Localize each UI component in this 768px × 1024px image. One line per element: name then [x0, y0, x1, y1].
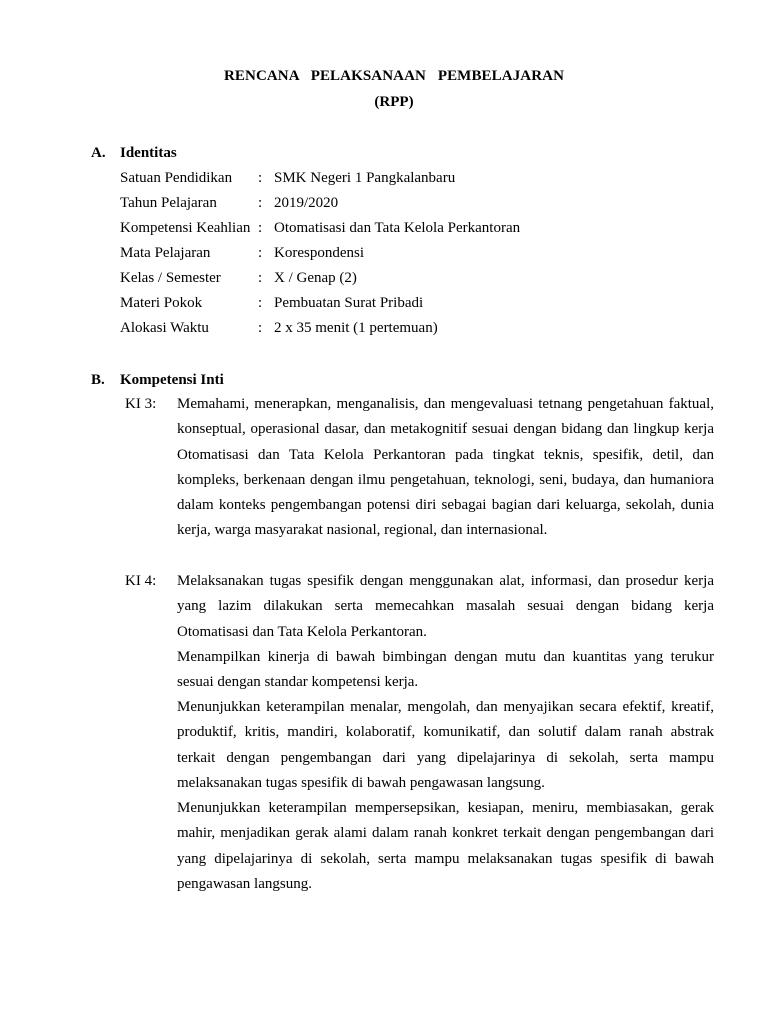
identity-label-tahun: Tahun Pelajaran: [120, 195, 217, 211]
identity-label-kompetensi: Kompetensi Keahlian: [120, 220, 251, 236]
identity-colon: :: [258, 245, 263, 261]
identity-value-tahun: 2019/2020: [274, 195, 339, 211]
identity-label-materi: Materi Pokok: [120, 295, 203, 311]
ki4-paragraph-1: Melaksanakan tugas spesifik dengan menggunakan alat, informasi, dan prosedur kerja yang lazim dilakukan serta memecahkan masalah sesuai dengan bidang kerja Otomatisasi dan Tata Kelola Perkantoran.: [177, 573, 714, 640]
identity-label-alokasi: Alokasi Waktu: [120, 320, 209, 336]
section-b-letter: B.: [91, 372, 105, 388]
identity-value-satuan: SMK Negeri 1 Pangkalanbaru: [274, 170, 456, 186]
identity-label-mapel: Mata Pelajaran: [120, 245, 211, 261]
identity-colon: :: [258, 270, 263, 286]
section-b-title: Kompetensi Inti: [120, 372, 224, 388]
identity-value-materi: Pembuatan Surat Pribadi: [274, 295, 424, 311]
identity-colon: :: [258, 170, 263, 186]
document-title: RENCANA PELAKSANAAN PEMBELAJARAN: [223, 68, 565, 84]
identity-label-satuan: Satuan Pendidikan: [120, 170, 233, 186]
ki4-paragraph-2: Menampilkan kinerja di bawah bimbingan dengan mutu dan kuantitas yang terukur sesuai dengan standar kompetensi kerja.: [177, 649, 714, 691]
ki3-text: Memahami, menerapkan, menganalisis, dan mengevaluasi tetnang pengetahuan faktual, konseptual, operasional dasar, dan metakognitif sesuai dengan bidang dan lingkup kerja Otomatisasi dan Tata Kelola Perkantoran pada tingkat teknis, spesifik, detil, dan kompleks, berkenaan dengan ilmu pengetahuan, teknologi, seni, budaya, dan humaniora dalam konteks pengembangan potensi diri sebagai bagian dari keluarga, sekolah, dunia kerja, warga masyarakat nasional, regional, dan internasional.: [177, 396, 714, 539]
ki4-paragraph-4: Menunjukkan keterampilan mempersepsikan, kesiapan, meniru, membiasakan, gerak mahir, menjadikan gerak alami dalam ranah konkret terkait dengan pengembangan dari yang dipelajarinya di sekolah, serta mampu melaksanakan tugas spesifik di bawah pengawasan langsung.: [177, 800, 714, 892]
identity-value-kompetensi: Otomatisasi dan Tata Kelola Perkantoran: [274, 220, 521, 236]
section-a-letter: A.: [91, 145, 106, 161]
identity-colon: :: [258, 320, 263, 336]
document-subtitle: (RPP): [374, 94, 414, 110]
ki3-label: KI 3:: [125, 396, 157, 412]
identity-colon: :: [258, 295, 263, 311]
section-a-title: Identitas: [120, 145, 177, 161]
identity-label-kelas: Kelas / Semester: [120, 270, 221, 286]
identity-value-mapel: Korespondensi: [274, 245, 364, 261]
identity-colon: :: [258, 195, 263, 211]
identity-value-kelas: X / Genap (2): [274, 270, 357, 286]
identity-value-alokasi: 2 x 35 menit (1 pertemuan): [274, 320, 438, 336]
ki4-paragraph-3: Menunjukkan keterampilan menalar, mengolah, dan menyajikan secara efektif, kreatif, produktif, kritis, mandiri, kolaboratif, komunikatif, dan solutif dalam ranah abstrak terkait dengan pengembangan dari yang dipelajarinya di sekolah, serta mampu melaksanakan tugas spesifik di bawah pengawasan langsung.: [177, 699, 714, 791]
ki4-label: KI 4:: [125, 573, 157, 589]
identity-colon: :: [258, 220, 263, 236]
